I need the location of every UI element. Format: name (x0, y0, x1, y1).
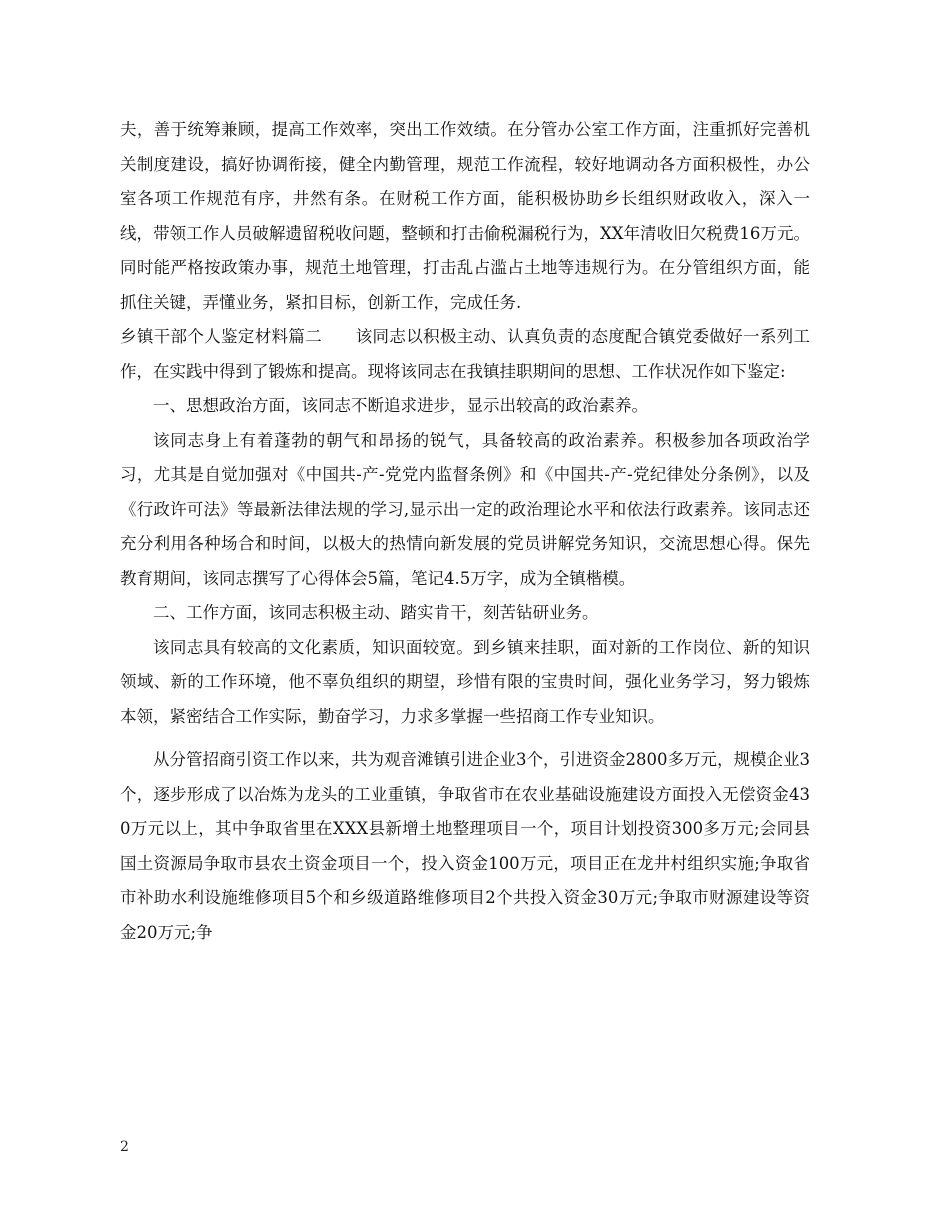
heading-political: 一、思想政治方面，该同志不断追求进步，显示出较高的政治素养。 (153, 396, 648, 415)
paragraph-investment: 从分管招商引资工作以来，共为观音滩镇引进企业3个，引进资金2800多万元，规模企业3个，逐步形成了以冶炼为龙头的工业重镇，争取省市在农业基础设施建设方面投入无偿资金430万元以上，其中争取省里在XXX县新增土地整理项目一个，项目计划投资300多万元;会同县国土资源局争取市县农土资金项目一个，投入资金100万元，项目正在龙井村组织实施;争取省市补助水利设施维修项目5个和乡级道路维修项目2个共投入资金30万元;争取市财源建设等资金20万元;争 (120, 750, 810, 942)
page-number: 2 (120, 1139, 129, 1155)
heading-work: 二、工作方面，该同志积极主动、踏实肯干，刻苦钻研业务。 (153, 603, 599, 622)
paragraph-section-two-intro: 乡镇干部个人鉴定材料篇二 该同志以积极主动、认真负责的态度配合镇党委做好一系列工作，在实践中得到了锻炼和提高。现将该同志在我镇挂职期间的思想、工作状况作如下鉴定: (120, 327, 810, 381)
paragraph-continuation: 夫，善于统筹兼顾，提高工作效率，突出工作效绩。在分管办公室工作方面，注重抓好完善机关制度建设，搞好协调衔接，健全内勤管理，规范工作流程，较好地调动各方面积极性，办公室各项工作规范有序，井然有条。在财税工作方面，能积极协助乡长组织财政收入，深入一线，带领工作人员破解遗留税收问题，整顿和打击偷税漏税行为，XX年清收旧欠税费16万元。同时能严格按政策办事，规范土地管理，打击乱占滥占土地等违规行为。在分管组织方面，能抓住关键，弄懂业务，紧扣目标，创新工作，完成任务. (120, 120, 810, 312)
paragraph-political: 该同志身上有着蓬勃的朝气和昂扬的锐气，具备较高的政治素养。积极参加各项政治学习，尤其是自觉加强对《中国共-产-党党内监督条例》和《中国共-产-党纪律处分条例》，以及《行政许可法》等最新法律法规的学习,显示出一定的政治理论水平和依法行政素养。该同志还充分利用各种场合和时间，以极大的热情向新发展的党员讲解党务知识，交流思想心得。保先教育期间，该同志撰写了心得体会5篇，笔记4.5万字，成为全镇楷模。 (120, 430, 810, 588)
paragraph-work: 该同志具有较高的文化素质，知识面较宽。到乡镇来挂职，面对新的工作岗位、新的知识领域、新的工作环境，他不辜负组织的期望，珍惜有限的宝贵时间，强化业务学习，努力锻炼本领，紧密结合工作实际，勤奋学习，力求多掌握一些招商工作专业知识。 (120, 637, 810, 726)
document-body (120, 113, 810, 950)
